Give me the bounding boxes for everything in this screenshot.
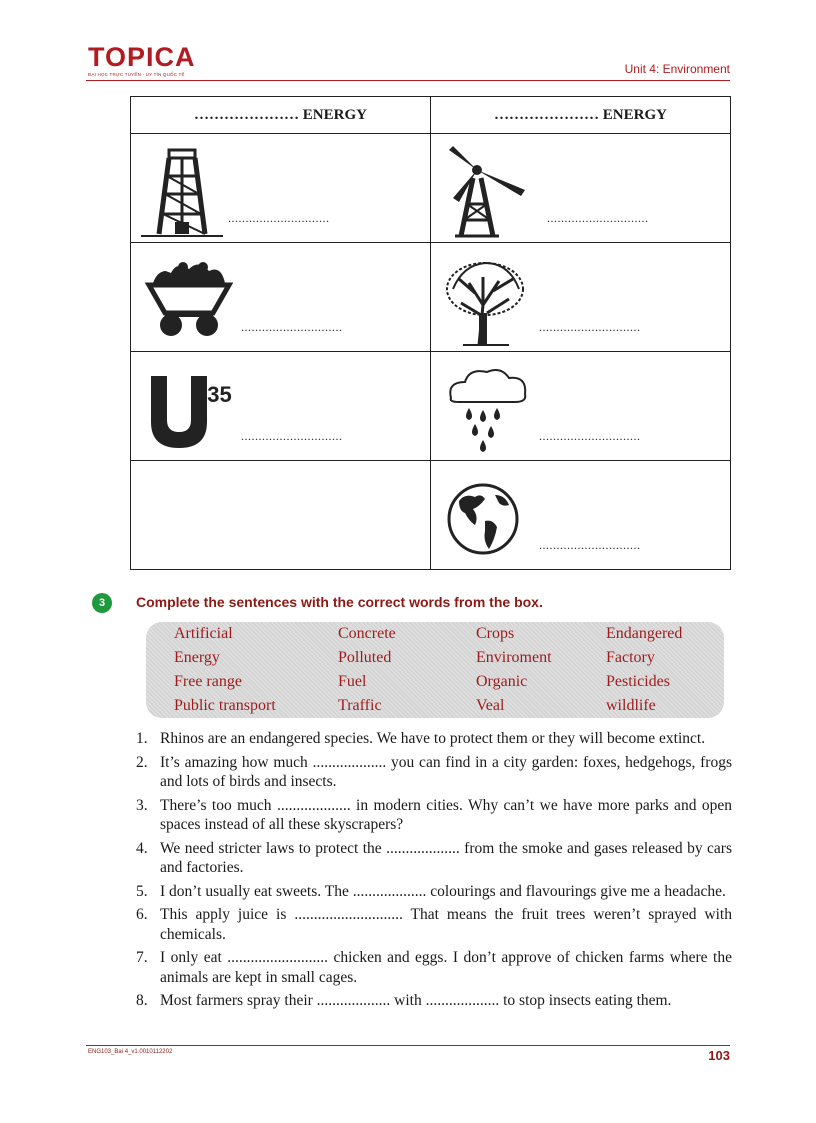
list-item: [136, 991, 732, 1011]
word-box-item: Artificial: [174, 625, 233, 642]
sentence-text: There’s too much ................... in modern cities. Why can’t we have more parks and open spaces instead of all these skyscrapers?: [160, 796, 732, 833]
sentence-text: It’s amazing how much ................... you can find in a city garden: foxes, hedgehogs, frogs and lots of birds and insects.: [160, 753, 732, 790]
energy-cell-oil-rig: [131, 134, 430, 242]
sentence-number: 1.: [136, 730, 148, 747]
sentence-number: 3.: [136, 796, 148, 814]
energy-cell-globe: [431, 461, 730, 569]
word-box-item: Crops: [476, 625, 515, 642]
sentence-number: 2.: [136, 753, 148, 771]
column-header-left: ………………… ENERGY: [131, 97, 431, 134]
sentence-number: 4.: [136, 839, 148, 857]
energy-cell-coal: [131, 243, 430, 351]
energy-cell-tree: [431, 243, 730, 351]
sentence-list: [136, 729, 732, 1015]
word-box-item: Endangered: [606, 625, 683, 642]
footer-divider: [86, 1045, 730, 1046]
sentence-text: Most farmers spray their ................... with ................... to stop insects eating them.: [160, 992, 672, 1009]
list-item: [136, 796, 732, 835]
sentence-text: We need stricter laws to protect the ................... from the smoke and gases released by cars and factories.: [160, 839, 732, 876]
energy-cell-rain: [431, 352, 730, 460]
logo-text: TOPICA: [88, 42, 196, 72]
list-item: [136, 839, 732, 878]
topica-logo: [88, 44, 196, 77]
energy-table: [130, 96, 731, 570]
sentence-text: This apply juice is ............................ That means the fruit trees weren’t sprayed with chemicals.: [160, 906, 732, 943]
word-box-item: wildlife: [606, 697, 656, 714]
globe-icon: [439, 471, 529, 561]
blank-biomass: .............................: [539, 320, 641, 334]
sentence-number: 7.: [136, 949, 148, 966]
wind-turbine-icon: [439, 144, 529, 240]
rain-cloud-icon: [439, 362, 535, 458]
list-item: [136, 882, 732, 902]
word-box-item: Organic: [476, 673, 528, 690]
uranium-label: 235: [195, 382, 232, 407]
sentence-number: 6.: [136, 906, 148, 923]
blank-hydro: .............................: [539, 429, 641, 443]
coal-cart-icon: [139, 253, 239, 343]
exercise-instruction: Complete the sentences with the correct words from the box.: [136, 594, 543, 610]
word-box-item: Factory: [606, 649, 655, 666]
blank-nuclear: .............................: [241, 429, 343, 443]
header-divider: [86, 80, 730, 81]
word-box-item: Public transport: [174, 697, 276, 714]
word-box: [146, 622, 724, 718]
sentence-text: I only eat .......................... chicken and eggs. I don’t approve of chicken farms where the animals are kept in small cages.: [160, 949, 732, 986]
word-box-item: Pesticides: [606, 673, 670, 690]
sentence-text: Rhinos are an endangered species. We have to protect them or they will become extinct.: [160, 730, 706, 747]
sentence-text: I don’t usually eat sweets. The ................... colourings and flavourings give me a headache.: [160, 882, 726, 900]
unit-title: Unit 4: Environment: [624, 62, 730, 76]
word-box-item: Polluted: [338, 649, 392, 666]
energy-cell-nuclear: [131, 352, 430, 460]
word-box-item: Energy: [174, 649, 220, 666]
word-box-item: Traffic: [338, 697, 382, 714]
blank-global: .............................: [539, 538, 641, 552]
oil-rig-icon: [139, 144, 225, 240]
uranium-icon: [139, 362, 239, 454]
logo-subtitle: ĐẠI HỌC TRỰC TUYẾN - UY TÍN QUỐC TẾ: [88, 72, 185, 77]
sentence-number: 8.: [136, 992, 148, 1009]
list-item: [136, 729, 732, 749]
page-number: 103: [708, 1048, 730, 1063]
blank-oil: .............................: [228, 211, 330, 225]
word-box-item: Concrete: [338, 625, 396, 642]
blank-wind: .............................: [547, 211, 649, 225]
word-box-item: Veal: [476, 697, 505, 714]
column-header-right: ………………… ENERGY: [431, 97, 731, 134]
list-item: [136, 948, 732, 987]
list-item: [136, 753, 732, 792]
document-code: ENG103_Bai 4_v1.0010112202: [88, 1049, 173, 1055]
word-box-item: Free range: [174, 673, 242, 690]
word-box-item: Fuel: [338, 673, 367, 690]
blank-coal: .............................: [241, 320, 343, 334]
energy-cell-wind-turbine: [431, 134, 730, 242]
sentence-number: 5.: [136, 882, 148, 900]
tree-icon: [439, 253, 535, 349]
list-item: [136, 905, 732, 944]
word-box-item: Enviroment: [476, 649, 552, 666]
exercise-number-badge: 3: [92, 593, 112, 613]
energy-cell-empty: [131, 461, 430, 569]
